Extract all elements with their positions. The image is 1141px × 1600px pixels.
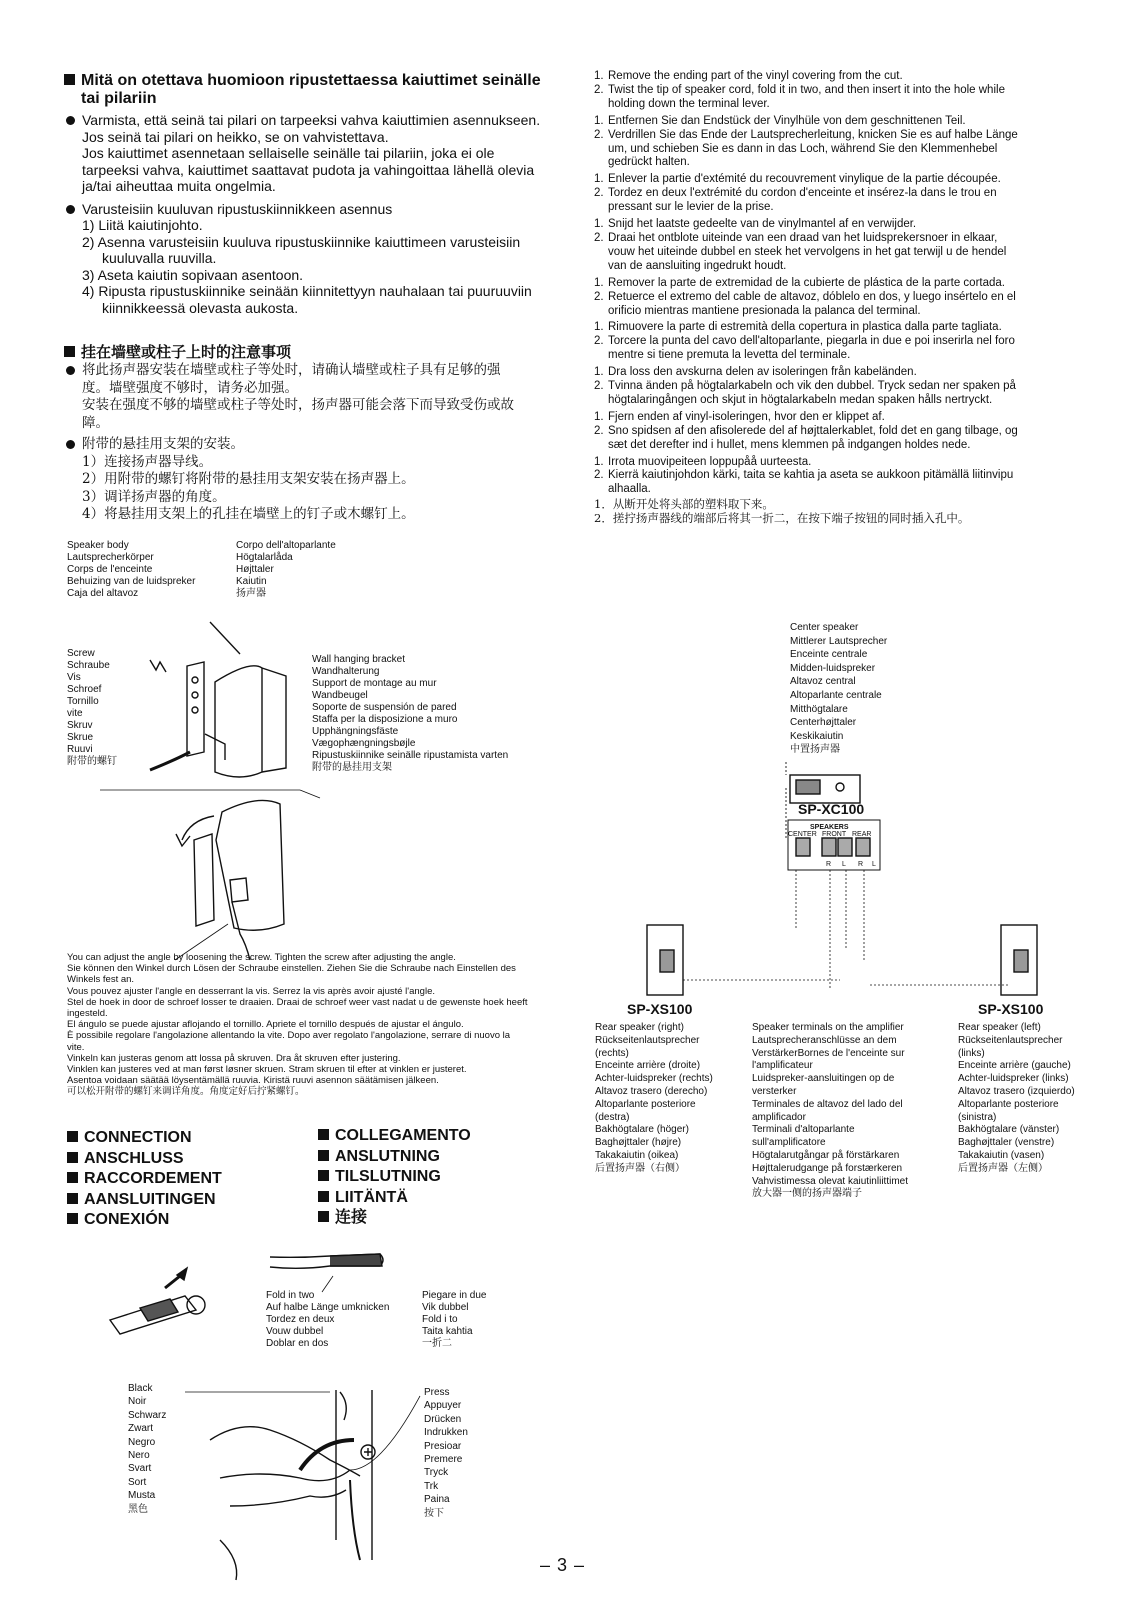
step-text: Verdrillen Sie das Ende der Lautsprecherleitung, knicken Sie es auf halbe Länge bbox=[608, 128, 1018, 141]
fold-labels-2: Piegare in due Vik dubbel Fold i to Taita kahtia 一折二 bbox=[422, 1290, 487, 1349]
page-number: – 3 – bbox=[540, 1555, 586, 1575]
angle-adjust-note: You can adjust the angle by loosening the screw. Tighten the screw after adjusting the angle. Sie können den Winkel durch Lösen der Schraube einstellen. Ziehen Sie die Schraube nach Einstellen des Winkels fest an. Vous pouvez ajuster l'angle en desserrant la vis. Serrez la vis après avoir ajusté l'angle. Stel de hoek in door de schroef losser te draaien. Draai de schroef weer vast nadat u de gewenste hoek heeft ingesteld. El ángulo se puede ajustar aflojando el tornillo. Apriete el tornillo después de ajustar el ángulo. È possibile regolare l'angolazione allentando la vite. Dopo aver regolato l'angolazione, serrare di nuovo la vite. Vinkeln kan justeras genom att lossa på skruven. Dra åt skruven efter justering. Vinklen kan justeres ved at man først løsner skruen. Stram skruen til efter at vinklen er justeret. Asentoa voidaan säätää löysentämällä ruuvia. Kiristä ruuvi asennon säätämisen jälkeen. 可以松开附带的螺钉来调详角度。角度定好后拧紧螺钉。 bbox=[67, 952, 528, 1098]
instruction-line bbox=[594, 232, 1114, 246]
step-text: Remove the ending part of the vinyl covering from the cut. bbox=[608, 70, 903, 82]
step-number: 1. bbox=[594, 218, 604, 231]
square-bullet-icon bbox=[64, 74, 75, 85]
instruction-line bbox=[594, 98, 1114, 112]
press-labels: Press Appuyer Drücken Indrukken Presioar Premere Tryck Trk Paina 按下 bbox=[424, 1387, 468, 1519]
rear-left-speaker-illustration bbox=[870, 925, 1037, 995]
step-text: um, und schieben Sie es dann in das Loch, während Sie den Klemmenhebel bbox=[608, 142, 998, 155]
square-bullet-icon bbox=[318, 1211, 329, 1222]
step-number: 2. bbox=[594, 187, 604, 200]
finnish-section-title: Mitä on otettava huomioon ripustettaessa kaiuttimet seinälle tai pilariin bbox=[64, 72, 564, 108]
svg-text:L: L bbox=[872, 861, 876, 868]
step-number: 2. bbox=[594, 83, 604, 96]
step-text: gedrückt halten. bbox=[608, 156, 690, 169]
step-number: 1. bbox=[594, 321, 604, 334]
amplifier-terminal-labels: Speaker terminals on the amplifier Lautsprecheranschlüsse an dem VerstärkerBornes de l'enceinte sur l'amplificateur Luidspreker-aansluitingen op de versterker Terminales de altavoz del lado del amplificador Terminali d'altoparlante sull'amplificatore Högtalarutgångar på förstärkaren Højttalerudgange på forstærkeren Vahvistimessa olevat kaiutinliittimet 放大器一侧的扬声器端子 bbox=[752, 1022, 908, 1200]
instruction-line bbox=[594, 425, 1114, 439]
instruction-line bbox=[594, 380, 1114, 394]
step-text: Entfernen Sie dan Endstück der Vinylhüle von dem geschnittenen Teil. bbox=[608, 114, 966, 127]
step-number bbox=[594, 246, 608, 260]
center-speaker-labels: Center speaker Mittlerer Lautsprecher Enceinte centrale Midden-luidspreker Altavoz central Altoparlante centrale Mitthögtalare Centerhøjttaler Keskikaiutin 中置扬声器 bbox=[790, 622, 888, 756]
instruction-line bbox=[594, 439, 1114, 453]
step-text: Dra loss den avskurna delen av isoleringen från kabeländen. bbox=[608, 366, 917, 379]
instruction-line bbox=[594, 129, 1114, 143]
step-number bbox=[594, 260, 608, 274]
svg-text:CENTER: CENTER bbox=[788, 831, 817, 838]
instruction-line bbox=[594, 394, 1114, 408]
step-text: Enlever la partie d'extémité du recouvrement vinylique de la partie découpée. bbox=[608, 173, 1001, 186]
instruction-line bbox=[594, 321, 1114, 335]
speaker-angle-illustration bbox=[175, 800, 284, 960]
instruction-line bbox=[594, 70, 1114, 84]
finnish-section-body: Varmista, että seinä tai pilari on tarpeeksi vahva kaiuttimien asennukseen. Jos seinä tai pilari on heikko, se on vahvistettava. Jos kaiuttimet asennetaan sellaiselle seinälle tai pilariin, joka ei ole tarpeeksi vahva, kaiuttimet saattavat pudota ja vahingoittaa lähellä olevia ja/tai aiheuttaa muita ongelmia. Varusteisiin kuuluvan ripustuskiinnikkeen asennus 1) Liitä kaiutinjohto. 2) Asenna varusteisiin kuuluva ripustuskiinnike kaiuttimeen varusteisiin kuuluvalla ruuvilla. 3) Aseta kaiutin sopivaan asentoon. 4) Ripusta ripustuskiinnike seinään kiinnitettyyn nauhalaan tai puuruuviin kiinnikkeessä olevasta aukosta. bbox=[64, 112, 569, 316]
step-number: 1. bbox=[594, 455, 604, 468]
instruction-line bbox=[594, 187, 1114, 201]
instruction-line bbox=[594, 305, 1114, 319]
step-text: Tordez en deux l'extrémité du cordon d'enceinte et insérez-la dans le trou en bbox=[608, 187, 997, 200]
chinese-bullet-2: 附带的悬挂用支架的安装。 bbox=[64, 436, 569, 454]
step-number bbox=[594, 394, 608, 408]
connection-headings-1: CONNECTION ANSCHLUSS RACCORDEMENT AANSLUITINGEN CONEXIÓN bbox=[67, 1128, 222, 1231]
svg-text:R: R bbox=[826, 861, 832, 868]
step-text: Retuerce el extremo del cable de altavoz, dóblelo en dos, y luego insértelo en el bbox=[608, 290, 1016, 303]
instruction-line bbox=[594, 349, 1114, 363]
instruction-line bbox=[594, 246, 1114, 260]
step-number: 1. bbox=[594, 173, 604, 186]
connection-instructions bbox=[594, 70, 1114, 526]
step-text: van de aansluiting ingedrukt houdt. bbox=[608, 259, 787, 272]
instruction-line bbox=[594, 366, 1114, 380]
step-number bbox=[594, 305, 608, 319]
instruction-line bbox=[594, 173, 1114, 187]
step-number: 2. bbox=[594, 469, 604, 482]
step-number bbox=[594, 143, 608, 157]
step-text: Fjern enden af vinyl-isoleringen, hvor den er klippet af. bbox=[608, 410, 885, 423]
amplifier-terminal-panel bbox=[788, 820, 880, 990]
step-number bbox=[594, 349, 608, 363]
screw-labels: Screw Schraube Vis Schroef Tornillo vite Skruv Skrue Ruuvi 附带的螺钉 bbox=[67, 648, 117, 767]
step-number bbox=[594, 201, 608, 215]
chinese-bullet-1: 将此扬声器安装在墙壁或柱子等处时，请确认墙壁或柱子具有足够的强 度。墙壁强度不够时，请务必加强。 安装在强度不够的墙壁或柱子等处时，扬声器可能会落下而导致受伤或故 障。 bbox=[64, 362, 569, 432]
instruction-line bbox=[594, 260, 1114, 274]
step-number: 1. bbox=[594, 70, 604, 82]
square-bullet-icon bbox=[67, 1131, 78, 1142]
step-text: alhaalla. bbox=[608, 483, 651, 496]
step-text: Tvinna änden på högtalarkabeln och vik den dubbel. Tryck sedan ner spaken på bbox=[608, 380, 1016, 393]
step-text: Kierrä kaiutinjohdon kärki, taita se kahtia ja aseta se aukkoon pitämällä liitinvipu bbox=[608, 469, 1014, 482]
step-number: 1. bbox=[594, 366, 604, 379]
step-number: 2. bbox=[594, 424, 604, 437]
step-number: 2. bbox=[594, 128, 604, 141]
instruction-line bbox=[594, 411, 1114, 425]
model-rear-left: SP-XS100 bbox=[978, 1001, 1044, 1017]
fold-labels: Fold in two Auf halbe Länge umknicken Tordez en deux Vouw dubbel Doblar en dos bbox=[266, 1290, 390, 1349]
svg-text:REAR: REAR bbox=[852, 831, 872, 838]
step-text: Rimuovere la parte di estremità della copertura in plastica dalla parte tagliata. bbox=[608, 321, 1002, 334]
instruction-line bbox=[594, 291, 1114, 305]
instruction-line bbox=[594, 218, 1114, 232]
connection-headings-2: COLLEGAMENTO ANSLUTNING TILSLUTNING LIITÄNTÄ 连接 bbox=[318, 1126, 471, 1229]
instruction-line bbox=[594, 156, 1114, 170]
terminal-insert-illustration bbox=[185, 1390, 420, 1580]
step-text: Sno spidsen af den afisolerede del af højttalerkablet, fold det en gang tilbage, og bbox=[608, 424, 1018, 437]
square-bullet-icon bbox=[318, 1129, 329, 1140]
square-bullet-icon bbox=[318, 1150, 329, 1161]
chinese-section-body: 将此扬声器安装在墙壁或柱子等处时，请确认墙壁或柱子具有足够的强 度。墙壁强度不够时，请务必加强。 安装在强度不够的墙壁或柱子等处时，扬声器可能会落下而导致受伤或故 障。 附带的悬挂用支架的安装。 1）连接扬声器导线。 2）用附带的螺钉将附带的悬挂用支架安装在扬声器上。 3）调详扬声器的角度。 4）将悬挂用支架上的孔挂在墙壁上的钉子或木螺钉上。 bbox=[64, 362, 569, 524]
instruction-line bbox=[594, 201, 1114, 215]
finnish-bullet-2: Varusteisiin kuuluvan ripustuskiinnikkeen asennus bbox=[64, 201, 569, 218]
instruction-line-zh: 1．从断开处将头部的塑料取下来。 bbox=[594, 497, 774, 512]
square-bullet-icon bbox=[318, 1170, 329, 1181]
step-text: Snijd het laatste gedeelte van de vinylmantel af en verwijder. bbox=[608, 218, 917, 231]
step-number bbox=[594, 156, 608, 170]
instruction-line-zh: 2．搓拧扬声器线的端部后将其一折二，在按下端子按钮的同时插入孔中。 bbox=[594, 511, 970, 526]
step-number: 1. bbox=[594, 114, 604, 127]
rear-left-labels: Rear speaker (left) Rückseitenlautsprecher (links) Enceinte arrière (gauche) Achter-luidspreker (links) Altavoz trasero (izquierdo) Altoparlante posteriore (sinistra) Bakhögtalare (vänster) Baghøjttaler (venstre) Takakaiutin (vasen) 后置扬声器（左侧） bbox=[958, 1022, 1075, 1174]
finnish-bullet-1: Varmista, että seinä tai pilari on tarpeeksi vahva kaiuttimien asennukseen. Jos seinä tai pilari on heikko, se on vahvistettava. Jos kaiuttimet asennetaan sellaiselle seinälle tai pilariin, joka ei ole tarpeeksi vahva, kaiuttimet saattavat pudota ja vahingoittaa lähellä olevia ja/tai aiheuttaa muita ongelmia. bbox=[64, 112, 569, 195]
chinese-section-title: 挂在墙壁或柱子上时的注意事项 bbox=[64, 341, 291, 362]
square-bullet-icon bbox=[67, 1213, 78, 1224]
step-text: Twist the tip of speaker cord, fold it in two, and then insert it into the hole while bbox=[608, 83, 1005, 96]
step-text: Remover la parte de extremidad de la cubierte de plástica de la parte cortada. bbox=[608, 276, 1005, 289]
black-wire-labels: Black Noir Schwarz Zwart Negro Nero Svart Sort Musta 黑色 bbox=[128, 1383, 167, 1515]
instruction-line bbox=[594, 143, 1114, 157]
step-number: 1. bbox=[594, 276, 604, 289]
instruction-line bbox=[594, 115, 1114, 129]
svg-text:SPEAKERS: SPEAKERS bbox=[810, 824, 849, 831]
step-number: 2. bbox=[594, 231, 604, 244]
speaker-body-labels: Speaker body Lautsprecherkörper Corps de l'enceinte Behuizing van de luidspreker Caja del altavoz bbox=[67, 540, 196, 599]
step-text: Draai het ontblote uiteinde van een draad van het luidsprekersnoer in elkaar, bbox=[608, 231, 998, 244]
instruction-line bbox=[594, 277, 1114, 291]
square-bullet-icon bbox=[67, 1172, 78, 1183]
instruction-line bbox=[594, 483, 1114, 497]
square-bullet-icon bbox=[67, 1193, 78, 1204]
model-rear-right: SP-XS100 bbox=[627, 1001, 693, 1017]
step-text: orificio mientras mantiene presionada la palanca del terminal. bbox=[608, 304, 921, 317]
step-text: Torcere la punta del cavo dell'altoparlante, piegarla in due e poi inserirla nel foro bbox=[608, 335, 1015, 348]
bracket-labels: Wall hanging bracket Wandhalterung Support de montage au mur Wandbeugel Soporte de suspensión de pared Staffa per la disposizione a muro Upphängningsfäste Vægophængningsbøjle Ripustuskiinnike seinälle ripustamista varten 附带的悬挂用支架 bbox=[312, 654, 509, 773]
model-center: SP-XC100 bbox=[798, 801, 865, 817]
speaker-bracket-illustration bbox=[100, 622, 320, 798]
step-text: högtalaringången och skjut in högtalarkabeln medan spaken hålls nertryckt. bbox=[608, 393, 993, 406]
svg-text:L: L bbox=[842, 861, 846, 868]
step-text: mentre si tiene premuta la levetta del terminale. bbox=[608, 349, 851, 362]
instruction-line bbox=[594, 84, 1114, 98]
step-number bbox=[594, 439, 608, 453]
speakers-panel-text bbox=[788, 824, 876, 868]
step-text: sæt det derefter ind i hullet, mens klemmen på indgangen holdes nede. bbox=[608, 438, 971, 451]
square-bullet-icon bbox=[64, 346, 75, 357]
step-number: 2. bbox=[594, 290, 604, 303]
step-text: pressant sur le levier de la prise. bbox=[608, 201, 774, 214]
step-text: holding down the terminal lever. bbox=[608, 97, 770, 110]
step-number: 2. bbox=[594, 335, 604, 348]
rear-right-speaker-illustration bbox=[647, 925, 840, 995]
svg-text:R: R bbox=[858, 861, 864, 868]
rear-right-labels: Rear speaker (right) Rückseitenlautsprecher (rechts) Enceinte arrière (droite) Achter-luidspreker (rechts) Altavoz trasero (derecho) Altoparlante posteriore (destra) Bakhögtalare (höger) Baghøjttaler (højre) Takakaiutin (oikea) 后置扬声器（右侧） bbox=[595, 1022, 713, 1174]
step-text: Irrota muovipeiteen loppupåå uurteesta. bbox=[608, 455, 812, 468]
square-bullet-icon bbox=[318, 1191, 329, 1202]
instruction-line bbox=[594, 456, 1114, 470]
step-number: 2. bbox=[594, 380, 604, 393]
step-number bbox=[594, 483, 608, 497]
step-text: vouw het uiteinde dubbel en steek het vervolgens in het gat terwijl u de hendel bbox=[608, 245, 1007, 258]
instruction-line bbox=[594, 335, 1114, 349]
step-number: 1. bbox=[594, 410, 604, 423]
speaker-body-labels-2: Corpo dell'altoparlante Högtalarlåda Højttaler Kaiutin 扬声器 bbox=[236, 540, 336, 599]
step-number bbox=[594, 98, 608, 112]
instruction-line bbox=[594, 469, 1114, 483]
square-bullet-icon bbox=[67, 1152, 78, 1163]
svg-text:FRONT: FRONT bbox=[822, 831, 847, 838]
